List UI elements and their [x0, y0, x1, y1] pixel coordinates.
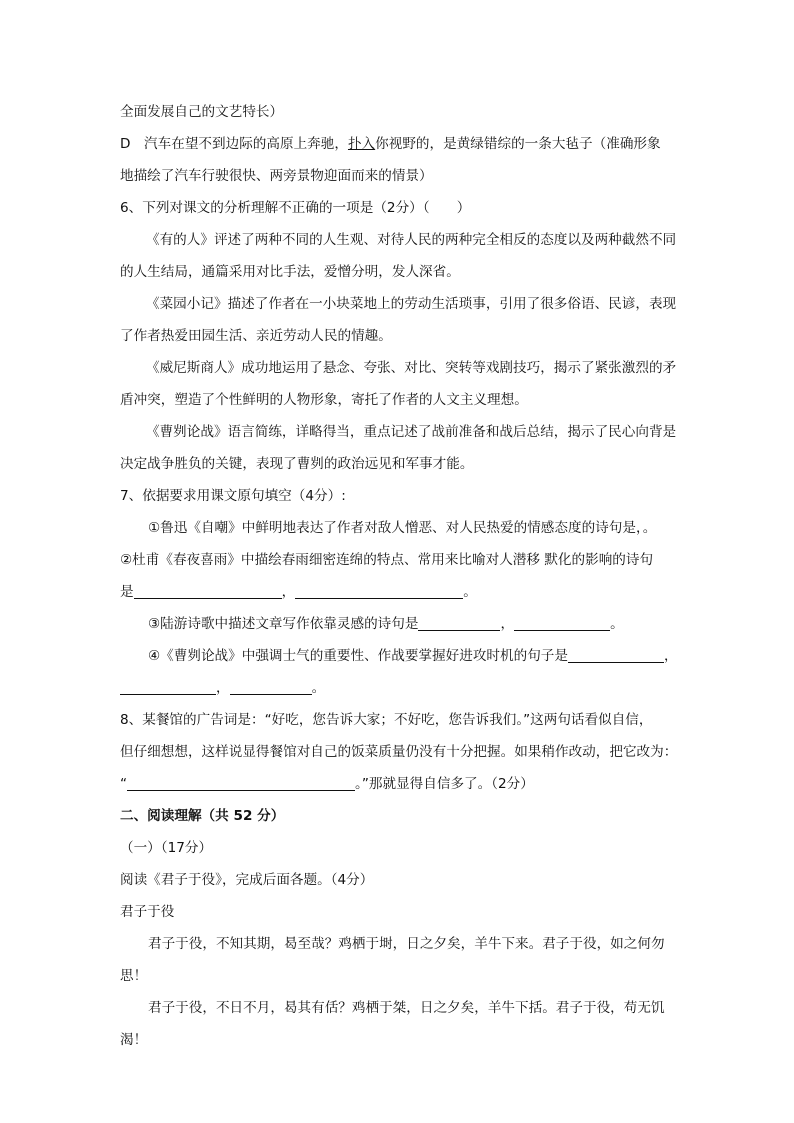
reading-instruction: [120, 864, 676, 896]
answer-c-line: [120, 352, 676, 384]
answer-blank[interactable]: [120, 678, 216, 695]
text: 地描绘了汽车行驶很快、两旁景物迎面而来的情景）: [120, 168, 433, 184]
question-6: [120, 192, 676, 224]
text: ②杜甫《春夜喜雨》中描绘春雨细密连绵的特点、常用来比喻对人潜移 默化的影响的诗句: [120, 552, 654, 568]
answer-b-line: [120, 320, 676, 352]
answer-blank[interactable]: [418, 614, 500, 631]
text: ，: [500, 616, 515, 632]
question-7: [120, 480, 676, 512]
question-8: [120, 736, 676, 768]
answer-blank[interactable]: [230, 678, 312, 695]
text: 8、某餐馆的广告词是：“好吃，您告诉大家；不好吃，您告诉我们。”这两句话看似自信，: [120, 712, 653, 728]
text: ①鲁迅《自嘲》中鲜明地表达了作者对敌人憎恶、对人民热爱的情感态度的诗句是，。: [148, 520, 657, 536]
fill-item-1: [120, 512, 676, 544]
text: 。: [463, 584, 477, 600]
fill-item-4: [120, 640, 676, 672]
text: 阅读《君子于役》，完成后面各题。（4分）: [120, 872, 374, 888]
poem-title: [120, 896, 676, 928]
text: 。: [610, 616, 624, 632]
question-text: 7、依据要求用课文原句填空（4分）:: [120, 488, 346, 504]
question-8: [120, 704, 676, 736]
option-d-line: [120, 128, 676, 160]
underlined-word: 扑入: [347, 136, 376, 152]
text: ，: [216, 680, 230, 696]
text: 全面发展自己的文艺特长）: [120, 104, 284, 120]
text: 你视野的，是黄绿错综的一条大毡子（准确形象: [375, 136, 661, 152]
text: 。”那就显得自信多了。（2分）: [355, 776, 534, 792]
answer-a-line: [120, 256, 676, 288]
text: 《威尼斯商人》成功地运用了悬念、夸张、对比、突转等戏剧技巧，揭示了紧张激烈的矛: [146, 360, 677, 376]
text: “: [120, 776, 128, 792]
text: 但仔细想想，这样说显得餐馆对自己的饭菜质量仍没有十分把握。如果稍作改动，把它改为：: [120, 744, 678, 760]
poem-line: [120, 1024, 676, 1056]
text: 《曹刿论战》语言简练，详略得当，重点记述了战前准备和战后总结，揭示了民心向背是: [146, 424, 677, 440]
text: ③陆游诗歌中描述文章写作依靠灵感的诗句是: [148, 616, 419, 632]
text: 思！: [120, 968, 148, 984]
fill-item-3: [120, 608, 676, 640]
poem-line: [120, 960, 676, 992]
text: 君子于役: [120, 904, 175, 920]
answer-d-line: [120, 416, 676, 448]
text: D 汽车在望不到边际的高原上奔驰，: [120, 136, 348, 152]
text: 君子于役，不知其期，曷至哉？鸡栖于埘，日之夕矣，羊牛下来。君子于役，如之何勿: [148, 936, 665, 952]
answer-blank[interactable]: [514, 614, 610, 631]
section-title: [120, 800, 676, 832]
text: 决定战争胜负的关键，表现了曹刿的政治远见和军事才能。: [120, 456, 474, 472]
answer-a-line: [120, 224, 676, 256]
question-text: 6、下列对课文的分析理解不正确的一项是（2分）（ ）: [120, 200, 471, 216]
answer-b-line: [120, 288, 676, 320]
text-line: [120, 160, 676, 192]
text: 的人生结局，通篇采用对比手法，爱憎分明，发人深省。: [120, 264, 460, 280]
text: 盾冲突，塑造了个性鲜明的人物形象，寄托了作者的人文主义理想。: [120, 392, 528, 408]
question-8-blank-line: [120, 768, 676, 800]
fill-item-2-blanks: [120, 576, 676, 608]
text: 《菜园小记》描述了作者在一小块菜地上的劳动生活琐事，引用了很多俗语、民谚，表现: [146, 296, 677, 312]
poem-line: [120, 928, 676, 960]
subsection-label: [120, 832, 676, 864]
text: 。: [311, 680, 326, 696]
text: ，: [281, 584, 296, 600]
text: ④《曹刿论战》中强调士气的重要性、作战要掌握好进攻时机的句子是: [148, 648, 568, 664]
text: 《有的人》评述了两种不同的人生观、对待人民的两种完全相反的态度以及两种截然不同: [146, 232, 677, 248]
text: 君子于役，不日不月，曷其有佸？鸡栖于桀，日之夕矣，羊牛下括。君子于役，苟无饥: [148, 1000, 665, 1016]
fill-item-2: [120, 544, 676, 576]
text: 渴！: [120, 1032, 148, 1048]
answer-blank[interactable]: [127, 774, 355, 791]
answer-c-line: [120, 384, 676, 416]
answer-blank[interactable]: [134, 582, 282, 599]
text: （一）（17分）: [120, 840, 213, 856]
text-line: [120, 96, 676, 128]
answer-d-line: [120, 448, 676, 480]
heading: 二、阅读理解（共 52 分）: [120, 808, 285, 824]
text: 了作者热爱田园生活、亲近劳动人民的情趣。: [120, 328, 392, 344]
answer-blank[interactable]: [568, 646, 664, 663]
document-page: [120, 96, 676, 1056]
answer-blank[interactable]: [295, 582, 463, 599]
poem-line: [120, 992, 676, 1024]
fill-item-4-blanks: [120, 672, 676, 704]
text: 是: [120, 584, 134, 600]
text: ，: [664, 648, 678, 664]
